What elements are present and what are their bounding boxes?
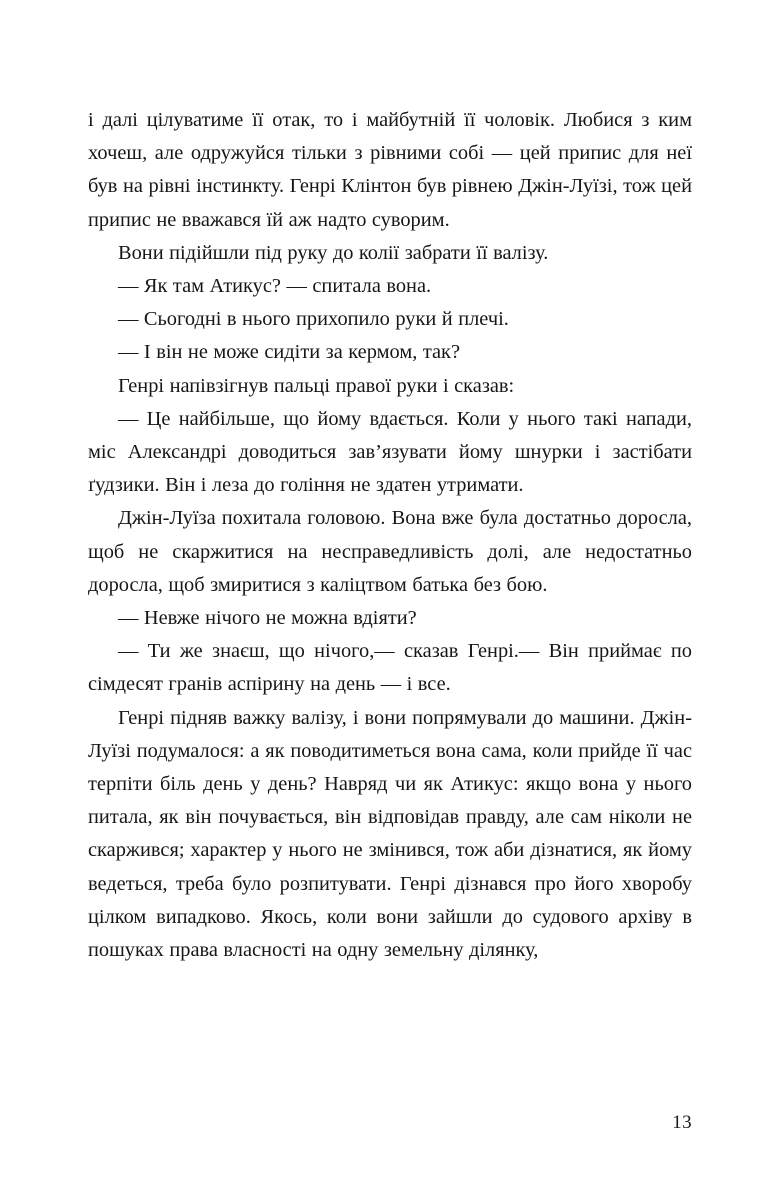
page-number: 13 xyxy=(672,1112,692,1133)
dialogue-line: — Невже нічого не можна вдіяти? xyxy=(118,607,417,630)
paragraph: Вони підійшли під руку до колії забрати її валізу. xyxy=(118,241,549,264)
dialogue-line: — Сьогодні в нього прихопило руки й плечі. xyxy=(118,308,509,331)
body-text-block xyxy=(88,104,692,967)
dialogue-line: — Як там Атикус? — спитала вона. xyxy=(118,275,432,298)
dialogue-paragraph: — Це найбільше, що йому вдається. Коли у нього такі напади, міс Александрі доводиться зав’язувати йому шнурки і застібати ґудзики. Він і леза до гоління не здатен утримати. xyxy=(88,407,692,497)
paragraph: Генрі напівзігнув пальці правої руки і сказав: xyxy=(118,374,515,397)
paragraph-continuation: і далі цілуватиме її отак, то і майбутній її чоловік. Любися з ким хочеш, але одружуйся тільки з рівними собі — цей припис для неї був на рівні інстинкту. Генрі Клінтон був рівнею Джін-Луїзі, тож цей припис не вважався їй аж надто суворим. xyxy=(88,109,692,231)
dialogue-paragraph: — Ти же знаєш, що нічого,— сказав Генрі.— Він приймає по сімдесят гранів аспірину на день — і все. xyxy=(88,640,692,696)
dialogue-line: — І він не може сидіти за кермом, так? xyxy=(118,341,460,364)
paragraph: Генрі підняв важку валізу, і вони попрямували до машини. Джін-Луїзі подумалося: а як поводитиметься вона сама, коли прийде її час терпіти біль день у день? Навряд чи як Атикус: якщо вона у нього питала, як він почувається, він відповідав правду, але сам ніколи не скаржився; характер у нього не змінився, тож аби дізнатися, як йому ведеться, треба було розпитувати. Генрі дізнався про його хворобу цілком випадково. Якось, коли вони зайшли до судового архіву в пошуках права власності на одну земельну ділянку, xyxy=(88,706,692,962)
paragraph: Джін-Луїза похитала головою. Вона вже була достатньо доросла, щоб не скаржитися на несправедливість долі, але недостатньо доросла, щоб змиритися з каліцтвом батька без бою. xyxy=(88,507,692,596)
